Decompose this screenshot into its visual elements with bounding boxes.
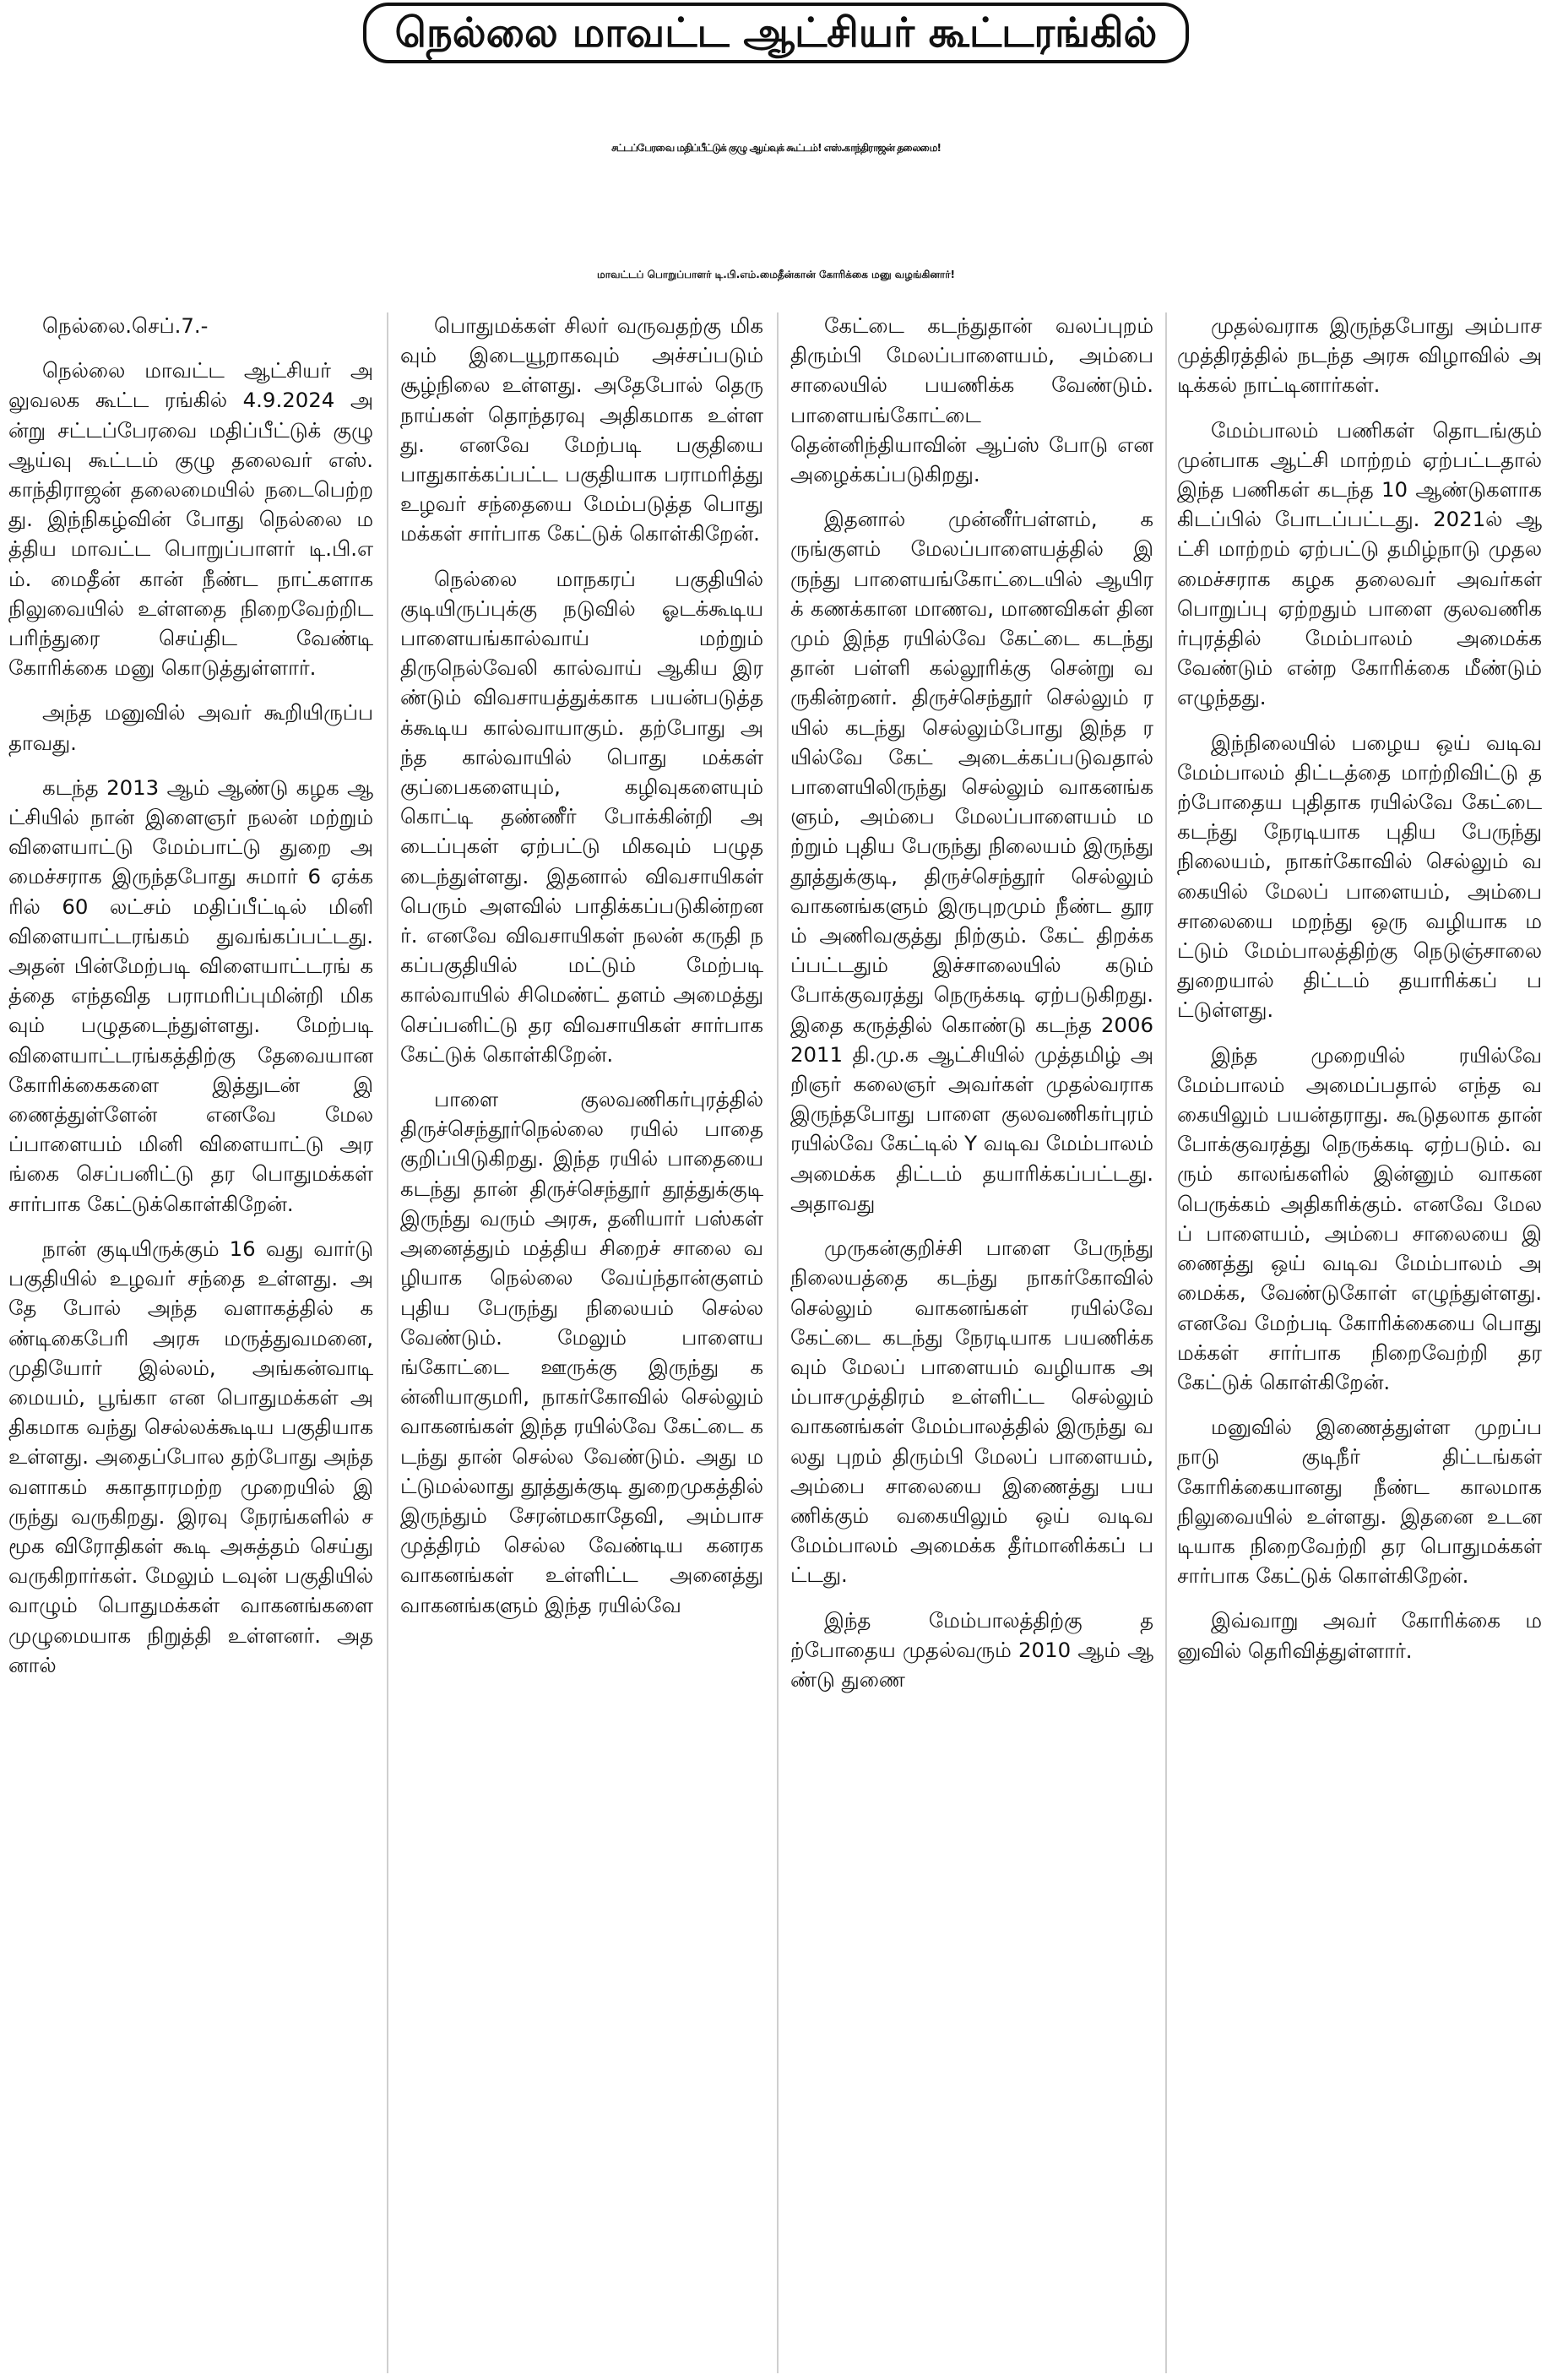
- article-column-3: [790, 311, 1153, 2377]
- paragraph: இந்த முறையில் ரயில்வே மேம்பாலம் அமைப்பதால் எந்த வகையிலும் பயன்தராது. கூடுதலாக தான் போக்குவரத்து நெருக்கடி ஏற்படும். வரும் காலங்களில் இன்னும் வாகன பெருக்கம் அதிகரிக்கும். எனவே மேலப் பாளையம், அம்பை சாலையை இணைத்து ஒய் வடிவ மேம்பாலம் அமைக்க, வேண்டுகோள் எழுந்துள்ளது. எனவே மேற்படி கோரிக்கையை பொது மக்கள் சார்பாக நிறைவேற்றி தர கேட்டுக் கொள்கிறேன்.: [1177, 1042, 1542, 1394]
- subheadline: மாவட்டப் பொறுப்பாளர் டி.பி.எம்.மைதீன்கான் கோரிக்கை மனு வழங்கினார்!: [597, 269, 955, 280]
- paragraph: நெல்லை மாவட்ட ஆட்சியர் அலுவலக கூட்ட ரங்கில் 4.9.2024 அன்று சட்டப்பேரவை மதிப்பீட்டுக் குழு ஆய்வு கூட்டம் குழு தலைவர் எஸ்.காந்திராஜன் தலைமையில் நடைபெற்றது. இந்நிகழ்வின் போது நெல்லை மத்திய மாவட்ட பொறுப்பாளர் டி.பி.எம். மைதீன் கான் நீண்ட நாட்களாக நிலுவையில் உள்ளதை நிறைவேற்றிட பரிந்துரை செய்திட வேண்டி கோரிக்கை மனு கொடுத்துள்ளார்.: [8, 358, 373, 681]
- kicker-banner: [0, 0, 1552, 66]
- paragraph: இதனால் முன்னீர்பள்ளம், கருங்குளம் மேலப்பாளையத்தில் இருந்து பாளையங்கோட்டையில் ஆயிரக் கணக்கான மாணவ, மாணவிகள் தினமும் இந்த ரயில்வே கேட்டை கடந்து தான் பள்ளி கல்லூரிக்கு சென்று வருகின்றனர். திருச்செந்தூர் செல்லும் ரயில் கடந்து செல்லும்போது இந்த ரயில்வே கேட் அடைக்கப்படுவதால் பாளையிலிருந்து செல்லும் வாகனங்களும், அம்பை மேலப்பாளையம் மற்றும் புதிய பேருந்து நிலையம் இருந்து தூத்துக்குடி, திருச்செந்தூர் செல்லும் வாகனங்களும் இருபுறமும் நீண்ட தூரம் அணிவகுத்து நிற்கும். கேட் திறக்கப்பட்டதும் இச்சாலையில் கடும் போக்குவரத்து நெருக்கடி ஏற்படுகிறது. இதை கருத்தில் கொண்டு கடந்த 20062011 தி.மு.க ஆட்சியில் முத்தமிழ் அறிஞர் கலைஞர் அவர்கள் முதல்வராக இருந்தபோது பாளை குலவணிகர்புரம் ரயில்வே கேட்டில் Y வடிவ மேம்பாலம் அமைக்க திட்டம் தயாரிக்கப்பட்டது. அதாவது: [790, 507, 1153, 1215]
- paragraph: நான் குடியிருக்கும் 16 வது வார்டு பகுதியில் உழவர் சந்தை உள்ளது. அதே போல் அந்த வளாகத்தில் கண்டிகைபேரி அரசு மருத்துவமனை, முதியோர் இல்லம், அங்கன்வாடி மையம், பூங்கா என பொதுமக்கள் அதிகமாக வந்து செல்லக்கூடிய பகுதியாக உள்ளது. அதைப்போல தற்போது அந்த வளாகம் சுகாதாரமற்ற முறையில் இருந்து வருகிறது. இரவு நேரங்களில் சமூக விரோதிகள் கூடி அசுத்தம் செய்து வருகிறார்கள். மேலும் டவுன் பகுதியில் வாழும் பொதுமக்கள் வாகனங்களை முழுமையாக நிறுத்தி உள்ளனர். அதனால்: [8, 1236, 373, 1677]
- article-body: [0, 311, 1552, 2377]
- paragraph: பாளை குலவணிகர்புரத்தில் திருச்செந்தூர்நெல்லை ரயில் பாதை குறிப்பிடுகிறது. இந்த ரயில் பாதையை கடந்து தான் திருச்செந்தூர் தூத்துக்குடி இருந்து வரும் அரசு, தனியார் பஸ்கள் அனைத்தும் மத்திய சிறைச் சாலை வழியாக நெல்லை வேய்ந்தான்குளம் புதிய பேருந்து நிலையம் செல்ல வேண்டும். மேலும் பாளையங்கோட்டை ஊருக்கு இருந்து கன்னியாகுமரி, நாகர்கோவில் செல்லும் வாகனங்கள் இந்த ரயில்வே கேட்டை கடந்து தான் செல்ல வேண்டும். அது மட்டுமல்லாது தூத்துக்குடி துறைமுகத்தில் இருந்தும் சேரன்மகாதேவி, அம்பாசமுத்திரம் செல்ல வேண்டிய கனரக வாகனங்கள் உள்ளிட்ட அனைத்து வாகனங்களும் இந்த ரயில்வே: [400, 1087, 763, 1617]
- paragraph: இவ்வாறு அவர் கோரிக்கை மனுவில் தெரிவித்துள்ளார்.: [1177, 1608, 1542, 1663]
- paragraph: கேட்டை கடந்துதான் வலப்புறம் திரும்பி மேலப்பாளையம், அம்பை சாலையில் பயணிக்க வேண்டும். பாளையங்கோட்டை தென்னிந்தியாவின் ஆப்ஸ் போடு என அழைக்கப்படுகிறது.: [790, 313, 1153, 487]
- paragraph: மனுவில் இணைத்துள்ள முறப்பநாடு குடிநீர் திட்டங்கள் கோரிக்கையானது நீண்ட காலமாக நிலுவையில் உள்ளது. இதனை உடனடியாக நிறைவேற்றி தர பொதுமக்கள் சார்பாக கேட்டுக் கொள்கிறேன்.: [1177, 1415, 1542, 1589]
- paragraph: முதல்வராக இருந்தபோது அம்பாசமுத்திரத்தில் நடந்த அரசு விழாவில் அடிக்கல் நாட்டினார்கள்.: [1177, 313, 1542, 398]
- kicker-title: நெல்லை மாவட்ட ஆட்சியர் கூட்டரங்கில்: [363, 3, 1190, 63]
- paragraph: கடந்த 2013 ஆம் ஆண்டு கழக ஆட்சியில் நான் இளைஞர் நலன் மற்றும் விளையாட்டு மேம்பாட்டு துறை அமைச்சராக இருந்தபோது சுமார் 6 ஏக்கரில் 60 லட்சம் மதிப்பீட்டில் மினி விளையாட்டரங்கம் துவங்கப்பட்டது. அதன் பின்மேற்படி விளையாட்டரங் கத்தை எந்தவித பராமரிப்புமின்றி மிகவும் பழுதடைந்துள்ளது. மேற்படி விளையாட்டரங்கத்திற்கு தேவையான கோரிக்கைகளை இத்துடன் இணைத்துள்ளேன் எனவே மேலப்பாளையம் மினி விளையாட்டு அரங்கை செப்பனிட்டு தர பொதுமக்கள் சார்பாக கேட்டுக்கொள்கிறேன்.: [8, 774, 373, 1216]
- article-column-4: [1177, 311, 1542, 2377]
- paragraph: நெல்லை மாநகரப் பகுதியில் குடியிருப்புக்கு நடுவில் ஓடக்கூடிய பாளையங்கால்வாய் மற்றும் திருநெல்வேலி கால்வாய் ஆகிய இரண்டும் விவசாயத்துக்காக பயன்படுத்தக்கூடிய கால்வாயாகும். தற்போது அந்த கால்வாயில் பொது மக்கள் குப்பைகளையும், கழிவுகளையும் கொட்டி தண்ணீர் போக்கின்றி அடைப்புகள் ஏற்பட்டு மிகவும் பழுதடைந்துள்ளது. இதனால் விவசாயிகள் பெரும் அளவில் பாதிக்கப்படுகின்றனர். எனவே விவசாயிகள் நலன் கருதி நகப்பகுதியில் மட்டும் மேற்படி கால்வாயில் சிமெண்ட் தளம் அமைத்து செப்பனிட்டு தர விவசாயிகள் சார்பாக கேட்டுக் கொள்கிறேன்.: [400, 566, 763, 1067]
- article-column-2: [400, 311, 763, 2377]
- paragraph: பொதுமக்கள் சிலர் வருவதற்கு மிகவும் இடையூறாகவும் அச்சப்படும் சூழ்நிலை உள்ளது. அதேபோல் தெரு நாய்கள் தொந்தரவு அதிகமாக உள்ளது. எனவே மேற்படி பகுதியை பாதுகாக்கப்பட்ட பகுதியாக பராமரித்து உழவர் சந்தையை மேம்படுத்த பொது மக்கள் சார்பாக கேட்டுக் கொள்கிறேன்.: [400, 313, 763, 546]
- article-column-1: [8, 311, 373, 2377]
- paragraph: முருகன்குறிச்சி பாளை பேருந்து நிலையத்தை கடந்து நாகர்கோவில் செல்லும் வாகனங்கள் ரயில்வே கேட்டை கடந்து நேரடியாக பயணிக்கவும் மேலப் பாளையம் வழியாக அம்பாசமுத்திரம் உள்ளிட்ட செல்லும் வாகனங்கள் மேம்பாலத்தில் இருந்து வலது புறம் திரும்பி மேலப் பாளையம், அம்பை சாலையை இணைத்து பயணிக்கும் வகையிலும் ஒய் வடிவ மேம்பாலம் அமைக்க தீர்மானிக்கப் பட்டது.: [790, 1236, 1153, 1588]
- dateline: நெல்லை.செப்.7.-: [42, 313, 209, 338]
- paragraph: மேம்பாலம் பணிகள் தொடங்கும் முன்பாக ஆட்சி மாற்றம் ஏற்பட்டதால் இந்த பணிகள் கடந்த 10 ஆண்டுகளாக கிடப்பில் போடப்பட்டது. 2021ல் ஆட்சி மாற்றம் ஏற்பட்டு தமிழ்நாடு முதலமைச்சராக கழக தலைவர் அவர்கள் பொறுப்பு ஏற்றதும் பாளை குலவணிகர்புரத்தில் மேம்பாலம் அமைக்க வேண்டும் என்ற கோரிக்கை மீண்டும் எழுந்தது.: [1177, 417, 1542, 710]
- paragraph: இந்நிலையில் பழைய ஒய் வடிவ மேம்பாலம் திட்டத்தை மாற்றிவிட்டு தற்போதைய புதிதாக ரயில்வே கேட்டை கடந்து நேரடியாக புதிய பேருந்து நிலையம், நாகர்கோவில் செல்லும் வகையில் மேலப் பாளையம், அம்பை சாலையை மறந்து ஒரு வழியாக மட்டும் மேம்பாலத்திற்கு நெடுஞ்சாலை துறையால் திட்டம் தயாரிக்கப் பட்டுள்ளது.: [1177, 730, 1542, 1023]
- paragraph: அந்த மனுவில் அவர் கூறியிருப்பதாவது.: [8, 700, 373, 755]
- headline: சட்டப்பேரவை மதிப்பீட்டுக் குழு ஆய்வுக் கூட்டம்! எஸ்.காந்திராஜன் தலைமை!: [611, 142, 941, 154]
- paragraph: இந்த மேம்பாலத்திற்கு தற்போதைய முதல்வரும் 2010 ஆம் ஆண்டு துணை: [790, 1607, 1153, 1692]
